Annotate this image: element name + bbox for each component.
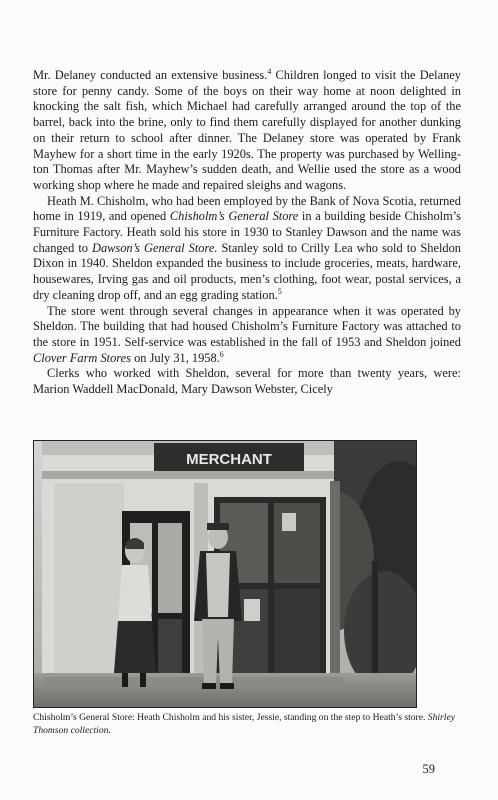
- footnote-marker: 5: [277, 286, 282, 296]
- text-run: Children longed to visit the Delaney store for penny candy. Some of the boys on their way home at noon delighted in knocking the salt fish, which Michael had carefully arranged around the top of the barrel, back into the brine, only to find them carefully displayed for another dunking on their return to school after dinner. The Delaney store was operated by Frank Mayhew for a short time in the early 1920s. The property was purchased by Wellington Thomas after Mr. Mayhew’s sudden death, and Wellie used the store as a wood working shop where he made and repaired sleighs and wagons.: [33, 68, 461, 192]
- caption-text: Chisholm’s General Store: Heath Chisholm and his sister, Jessie, standing on the step to Heath’s store.: [33, 712, 428, 723]
- text-run: The store went through several changes in appearance when it was operated by Sheldon. The building that had housed Chisholm’s Furniture Factory was attached to the store in 1951. Self-service was established in the fall of 1953 and Sheldon joined: [33, 303, 461, 349]
- store-photograph: [33, 440, 417, 708]
- store-facade: [42, 441, 340, 691]
- caption-credit: Shirley Thomson collection.: [33, 712, 455, 736]
- page-number: 59: [422, 762, 435, 776]
- text-run: Heath M. Chisholm, who had been employed by the Bank of Nova Scotia, returned home in 1919, and opened: [33, 193, 461, 224]
- paragraph: [33, 68, 461, 194]
- paragraph: [33, 194, 461, 304]
- italic-name: Dawson’s General Store.: [92, 240, 218, 255]
- italic-name: Clover Farm Stores: [33, 350, 131, 365]
- paragraph: [33, 304, 461, 367]
- italic-name: Chisholm’s General Store: [169, 209, 299, 224]
- text-run: Stanley sold to Crilly Lea who sold to Sheldon Dixon in 1940. Sheldon expanded the business to include groceries, meats, hardware, housewares, Irving gas and oil products, men’s clothing, foot wear, postal services, a dry cleaning drop off, and an egg grading station.: [33, 240, 461, 302]
- store-photo-illustration: [34, 441, 416, 707]
- store-sign: MERCHANT: [186, 451, 272, 468]
- text-run: Clerks who worked with Sheldon, several for more than twenty years, were: Marion Waddell MacDonald, Mary Dawson Webster, Cicely: [33, 366, 461, 397]
- text-run: on July 31, 1958.: [130, 350, 220, 365]
- photo-caption: [33, 712, 461, 737]
- paragraph: [33, 366, 461, 397]
- body-text: [33, 68, 461, 398]
- text-run: in a building beside Chisholm’s Furniture Factory. Heath sold his store in 1930 to Stanley Dawson and the name was changed to: [33, 209, 461, 255]
- footnote-marker: 6: [219, 349, 224, 359]
- footnote-marker: 4: [267, 66, 272, 76]
- text-run: Mr. Delaney conducted an extensive business.: [33, 68, 268, 82]
